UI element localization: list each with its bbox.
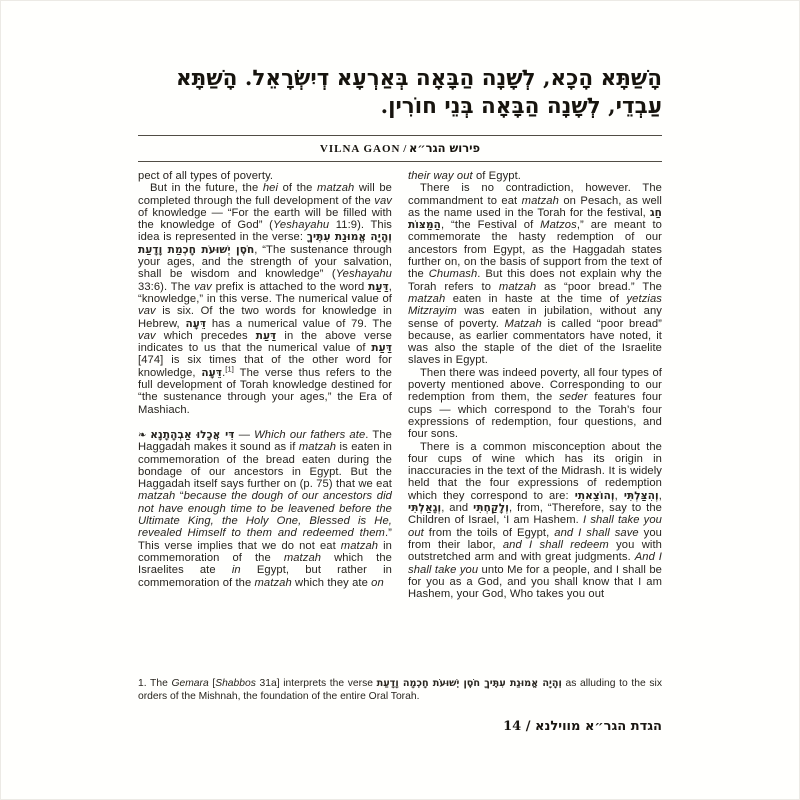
text-run: is eaten in commemoration of the bread eaten during the bondage of our ancestors in Egypt. But the Haggadah itself says further on (p. 75) that we eat [138,441,393,491]
text-run: you from their labor, [408,526,663,551]
text-run: you with outstretched arm and with great judgments. [408,538,662,564]
commentary-paragraph [138,677,662,704]
text-run: , [658,489,662,502]
text-run: vav [374,194,392,207]
text-run: . The Haggadah makes it sound as if [138,428,393,454]
text-run: 33:6). The [138,280,195,293]
text-run: on [371,576,384,589]
text-run: as “poor bread.” The [536,280,662,293]
hebrew-phrase: דַּעַת [371,342,392,355]
text-run: from the toils of Egypt, [423,526,555,539]
commentary-title-hebrew: פירוש הגר״א [409,141,481,155]
text-run: Yeshayahu [335,268,392,281]
hebrew-phrase: וְלָקַחְתִּי [473,502,509,515]
commentary-section-paragraph [138,429,392,589]
text-run: will be completed through the full development of the [138,182,392,207]
text-run: I shall take you out [408,514,662,539]
text-run: But in the future, the [150,182,263,195]
text-run: features four cups — which correspond to the Torah’s four expressions of redemption, four questions, and four sons. [408,391,662,441]
text-run: Which our fathers ate [254,428,366,441]
hebrew-phrase: וְגָאַלְתִּי [408,502,442,515]
hebrew-phrase: דֵּעָה [201,366,223,379]
commentary-title-latin: VILNA GAON [319,143,401,155]
text-run: 1. The [138,678,172,689]
text-run: as alluding to the six orders of the Mishnah, the foundation of the entire Oral Torah. [138,678,662,703]
section-leaf-icon: ❧ [138,429,151,441]
footnote [138,677,662,704]
footnote-marker: [1] [225,364,234,374]
text-run: which the Israelites ate [138,551,393,577]
text-run: Then there was indeed poverty, all four types of poverty mentioned above. Corresponding to our redemption from them, the [408,366,662,404]
text-run: matzah [254,576,292,589]
text-run: The verse thus refers to the full development of Torah knowledge destined for “the sustenance through your ages,” the Era of Mashiach. [138,366,392,416]
text-run: on Pesach, as well as the name used in the Torah for the festival, [408,194,662,219]
text-run: 31a] interprets the verse [255,678,377,689]
text-run: prefix is attached to the word [211,280,369,293]
text-run: Shabbos [215,678,256,689]
text-run: of Egypt. [472,170,521,182]
hebrew-line-1: הָשַׁתָּא הָכָא, לְשָׁנָה הַבָּאָה בְּאַרְעָא דְיִשְׂרָאֵל. הָשַׁתָּא [176,66,662,91]
hebrew-phrase: וְהָיָה אֱמוּנַת עִתֶּיךָ חֹסֶן יְשׁוּעֹת חָכְמַת וָדָעַת [138,231,392,256]
text-run: matzah [317,182,355,195]
text-run: of the [278,182,318,195]
text-run: is six. Of the two words for knowledge in Hebrew, [138,305,392,330]
commentary-columns [138,170,662,662]
text-run: in commemoration of the [138,539,392,564]
text-run: , “the Festival of [441,219,541,232]
text-run: 11:9). This idea is represented in the verse: [138,219,392,244]
commentary-paragraph [138,182,392,416]
text-run: , “knowledge,” in this verse. The numerical value of [138,280,393,305]
text-run: , “The sustenance through your ages, and the strength of your salvation, shall be wisdom and knowledge” ( [138,243,392,281]
page-footer: הגדת הגר״א מווילנא / 14 [503,718,662,734]
text-run: and I shall save [554,526,639,539]
text-run: was eaten in jubilation, without any sense of poverty. [408,305,662,330]
left-column [138,170,392,589]
text-run: . [222,366,226,379]
text-run: ,” are meant to commemorate the hasty redemption of our ancestors from Egypt, as the Haggadah states further on, on the basis of support from the text of the [408,219,662,281]
hebrew-phrase: חַג הַמַּצּוֹת [408,206,662,232]
haggadah-hebrew-text [176,65,662,121]
text-run: matzah [521,194,559,207]
text-run: , [614,489,624,502]
text-run: Matzah [504,317,542,330]
hebrew-phrase: דַּעַת [255,329,277,342]
text-run: , and [441,502,474,515]
text-run: .” This verse implies that we do not eat [138,527,392,552]
hebrew-phrase: וְהָיָה אֱמוּנַת עִתֶּיךָ חֹסֶן יְשׁוּעֹת חָכְמָה וָדָעַת [376,678,562,689]
text-run: and I shall redeem [502,538,609,551]
header-separator: / [400,143,410,155]
text-run: vav [138,305,156,318]
text-run: matzah [498,280,537,293]
text-run: matzah [283,551,322,564]
hebrew-line-2: עַבְדֵי, לְשָׁנָה הַבָּאָה בְּנֵי חוֹרִין. [380,94,662,119]
text-run: And I shall take you [408,551,662,576]
commentary-paragraph [408,367,662,441]
text-run: eaten in haste at the time of [445,292,627,305]
text-run: matzah [138,490,176,503]
text-run: hei [262,182,279,195]
hebrew-phrase: דִּי אֲכָלוּ אַבְהָתָנָא [150,428,235,441]
text-run: matzah [298,441,337,454]
commentary-paragraph [408,441,662,601]
commentary-paragraph [138,170,392,182]
text-run: unto Me for a people, and I shall be for you as a God, and you shall know that I am Hashem, your God, Who takes you out [408,563,662,601]
text-run: “ [175,490,184,503]
text-run: Matzos [540,219,577,232]
text-run: Egypt, but rather in commemoration of the [138,564,392,589]
commentary-header-band [138,135,662,162]
text-run: [474] is six times that of the other word for knowledge, [138,354,392,379]
text-run: is called “poor bread” because, as earlier commentators have noted, it was also the staple of the diet of the Israelite slaves in Egypt. [408,317,662,367]
text-run: , from, “Therefore, say to the Children of Israel, ‘I am Hashem. [408,502,662,527]
text-run: . But this does not explain why the Torah refers to [408,268,663,293]
text-run: Yeshayahu [272,219,330,232]
text-run: in [231,564,241,577]
text-run: which precedes [155,329,256,342]
hebrew-phrase: וְהוֹצֵאתִי [574,489,615,502]
text-run: has a numerical value of 79. The [206,317,392,330]
text-run: pect of all types of poverty. [138,170,274,182]
hebrew-phrase: וְהִצַּלְתִּי [623,489,659,502]
hebrew-phrase: דַּעַת [368,280,389,293]
text-run: because the dough of our ancestors did not have enough time to be leavened before the Ultimate King, the Holy One, Blessed is He, revealed Himself to them and redeemed them [138,490,392,540]
text-run: vav [194,280,212,293]
right-column [408,170,662,600]
text-run: matzah [340,539,379,552]
text-run: [ [208,678,216,689]
text-run: matzah [408,292,446,305]
page-content [138,1,662,734]
text-run: There is a common misconception about the four cups of wine which has its origin in inaccuracies in the text of the Midrash. It is widely held that the four expressions of redemption which they correspond to are: [408,440,662,502]
text-run: yetzias Mitzrayim [408,292,662,318]
hebrew-phrase: דֵּעָה [185,317,207,330]
text-run: Gemara [171,678,209,689]
text-run: seder [559,391,588,404]
text-run: Chumash [428,268,478,281]
text-run: of knowledge — “For the earth will be filled with the knowledge of God” ( [138,206,392,232]
commentary-paragraph [408,182,662,366]
text-run: in the above verse indicates to us that the numerical value of [138,329,392,355]
text-run: which they ate [291,576,372,589]
text-run: — [234,428,255,441]
text-run: their way out [408,170,473,182]
commentary-paragraph [408,170,662,182]
text-run: There is no contradiction, however. The commandment to eat [408,182,662,207]
text-run: vav [138,329,156,342]
